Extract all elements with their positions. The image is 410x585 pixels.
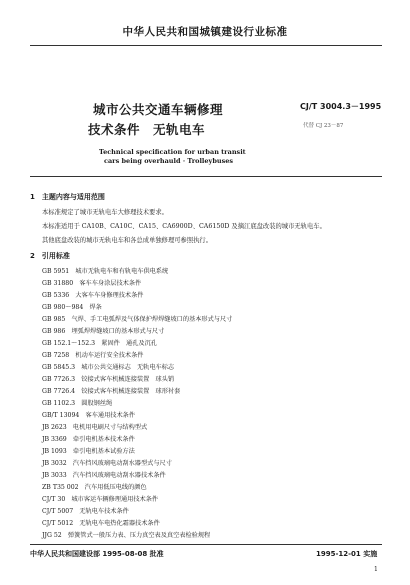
replaces-standard: 代替 CJ 23－87 (303, 123, 344, 129)
approval-line: 中华人民共和国建设部 1995-08-08 批准 (30, 550, 164, 558)
implementation-date: 1995-12-01 实施 (316, 550, 378, 558)
issuing-authority-header: 中华人民共和国城镇建设行业标准 (122, 26, 288, 38)
reference-item: GB 7726.4 铰接式客车机械连接装置 球形衬套 (42, 388, 181, 395)
reference-item: GB 5845.3 城市公共交通标志 无轨电车标志 (42, 364, 175, 371)
reference-item: GB 152.1～152.3 紧固件 通孔及沉孔 (42, 340, 157, 347)
reference-item: GB 980～984 焊条 (42, 304, 102, 311)
title-line-2: 技术条件 无轨电车 (88, 122, 206, 137)
reference-item: GB/T 13094 客车通用技术条件 (42, 412, 136, 419)
reference-item: GB 986 埋弧焊焊缝坡口的基本形式与尺寸 (42, 328, 165, 335)
reference-item: GB 31880 客车车身涂层技术条件 (42, 280, 142, 287)
reference-item: CJ/T 30 城市客运车辆修理通用技术条件 (42, 496, 159, 503)
reference-item: GB 5336 大客车车身修理技术条件 (42, 292, 144, 299)
reference-item: GB 1102.3 圆股钢丝绳 (42, 400, 113, 407)
section-1-paragraph: 本标准规定了城市无轨电车大修理技术要求。 (42, 209, 168, 216)
title-line-1: 城市公共交通车辆修理 (93, 102, 224, 117)
section-1-paragraph: 其他底盘改装的城市无轨电车和各总成单独修理可参照执行。 (42, 237, 213, 244)
reference-item: GB 7258 机动车运行安全技术条件 (42, 352, 144, 359)
section-2-heading: 2 引用标准 (30, 252, 70, 260)
reference-item: CJ/T 5007 无轨电车技术条件 (42, 508, 129, 515)
reference-item: GB 985 气焊、手工电弧焊及气体保护焊焊缝坡口的基本形式与尺寸 (42, 316, 233, 323)
reference-item: JB 3033 汽车挡风玻璃电动刮水器技术条件 (42, 472, 166, 479)
reference-item: JB 1093 牵引电机基本试验方法 (42, 448, 135, 455)
english-title-line-2: cars being overhauld · Trolleybuses (104, 157, 234, 165)
standard-number: CJ/T 3004.3－1995 (300, 102, 382, 111)
section-1-heading: 1 主题内容与适用范围 (30, 193, 105, 201)
reference-item: GB 7726.3 铰接式客车机械连接装置 球头销 (42, 376, 175, 383)
section-1-paragraph: 本标准适用于 CA10B、CA10C、CA15、CA6900D、CA6150D 及摘江底盘改装的城市无轨电车。 (42, 223, 326, 230)
reference-item: ZB T35 002 汽车用低压电线的颜色 (42, 484, 147, 491)
reference-item: JB 3369 牵引电机基本技术条件 (42, 436, 135, 443)
reference-item: JB 3032 汽车挡风玻璃电动刮水器型式与尺寸 (42, 460, 172, 467)
page-number: 1 (374, 566, 378, 573)
reference-item: JB 2623 电机用电刷尺寸与结构型式 (42, 424, 148, 431)
english-title-line-1: Technical specification for urban transit (99, 148, 246, 156)
reference-item: JJG 52 弹簧管式一般压力表、压力真空表及真空表检验规程 (42, 532, 211, 539)
reference-item: GB 5951 城市无轨电车和有轨电车供电系统 (42, 268, 169, 275)
reference-item: CJ/T 5012 无轨电车电热化霜器技术条件 (42, 520, 160, 527)
header-rule (30, 45, 382, 46)
title-rule (30, 176, 382, 177)
footer-rule (30, 544, 382, 545)
